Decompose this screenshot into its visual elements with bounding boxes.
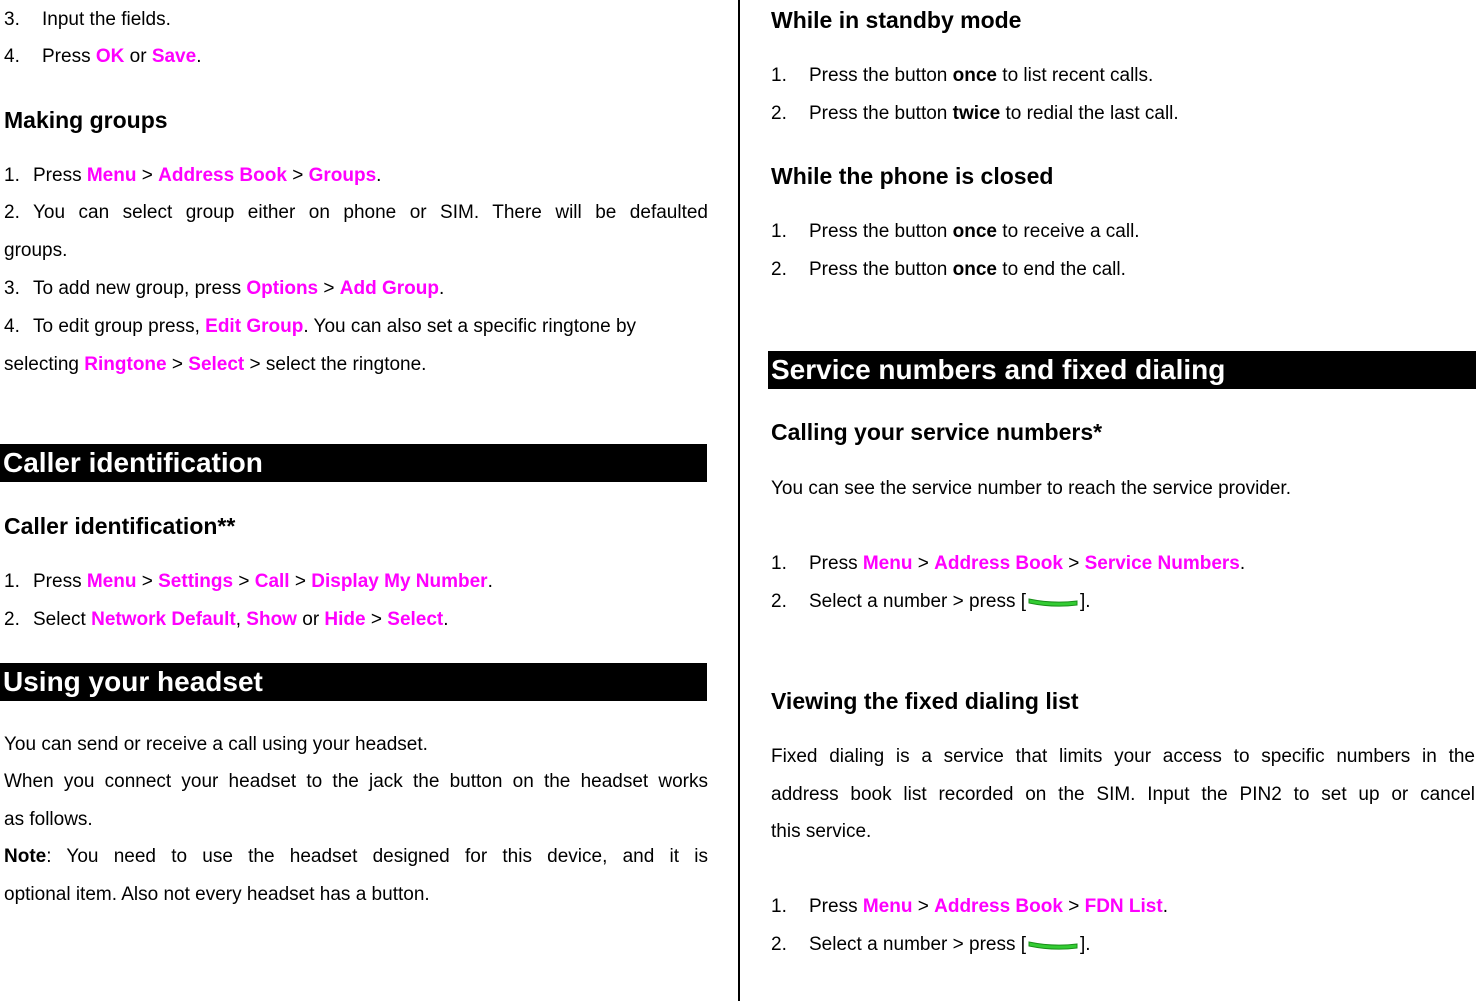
caller-identification-banner: Caller identification <box>0 444 707 482</box>
closed-step-2: 2. Press the button once to end the call. <box>771 259 1126 280</box>
caller-identification-heading: Caller identification** <box>4 513 236 539</box>
service-step-1: 1. Press Menu > Address Book > Service Numbers. <box>771 553 1246 574</box>
headset-paragraph-1: You can send or receive a call using your headset. <box>4 734 428 755</box>
left-column <box>4 0 710 1001</box>
groups-step-4a: 4. To edit group press, Edit Group. You can also set a specific ringtone by <box>4 316 637 337</box>
groups-step-3: 3. To add new group, press Options > Add Group. <box>4 278 445 299</box>
service-numbers-heading: Calling your service numbers* <box>771 419 1103 445</box>
headset-note-b: optional item. Also not every headset has a button. <box>4 884 430 905</box>
groups-step-2a: 2. You can select group either on phone or SIM. There will be defaulted <box>4 202 708 223</box>
fdn-paragraph-1: Fixed dialing is a service that limits your access to specific numbers in the <box>771 746 1475 767</box>
fixed-dialing-heading: Viewing the fixed dialing list <box>771 688 1079 714</box>
green-send-key-icon <box>1026 938 1080 952</box>
fdn-step-1: 1. Press Menu > Address Book > FDN List. <box>771 896 1168 917</box>
groups-step-4b: selecting Ringtone > Select > select the ringtone. <box>4 354 427 375</box>
column-divider <box>738 0 740 1001</box>
headset-paragraph-2b: as follows. <box>4 809 93 830</box>
making-groups-heading: Making groups <box>4 107 168 133</box>
ok-key-label: OK <box>95 46 125 67</box>
headset-note-a: Note: You need to use the headset designed for this device, and it is <box>4 846 708 867</box>
caller-step-2: 2. Select Network Default, Show or Hide > Select. <box>4 609 449 630</box>
groups-step-1: 1. Press Menu > Address Book > Groups. <box>4 165 382 186</box>
closed-step-1: 1. Press the button once to receive a call. <box>771 221 1140 242</box>
right-column <box>771 0 1475 1001</box>
service-step-2: 2. Select a number > press [ ]. <box>771 591 1091 612</box>
headset-banner: Using your headset <box>0 663 707 701</box>
fdn-paragraph-3: this service. <box>771 821 872 842</box>
fdn-paragraph-2: address book list recorded on the SIM. Input the PIN2 to set up or cancel <box>771 784 1475 805</box>
service-paragraph: You can see the service number to reach the service provider. <box>771 478 1291 499</box>
phone-closed-heading: While the phone is closed <box>771 163 1054 189</box>
caller-step-1: 1. Press Menu > Settings > Call > Display My Number. <box>4 571 493 592</box>
groups-step-2b: groups. <box>4 240 68 261</box>
green-send-key-icon <box>1026 595 1080 609</box>
standby-heading: While in standby mode <box>771 7 1022 33</box>
standby-step-1: 1. Press the button once to list recent calls. <box>771 65 1154 86</box>
fdn-step-2: 2. Select a number > press [ ]. <box>771 934 1091 955</box>
step-3: 3. Input the fields. <box>4 9 171 30</box>
headset-paragraph-2a: When you connect your headset to the jack the button on the headset works <box>4 771 708 792</box>
save-key-label: Save <box>151 46 197 67</box>
service-numbers-banner: Service numbers and fixed dialing <box>768 351 1476 389</box>
step-4: 4. Press OK or Save. <box>4 46 202 67</box>
standby-step-2: 2. Press the button twice to redial the last call. <box>771 103 1179 124</box>
